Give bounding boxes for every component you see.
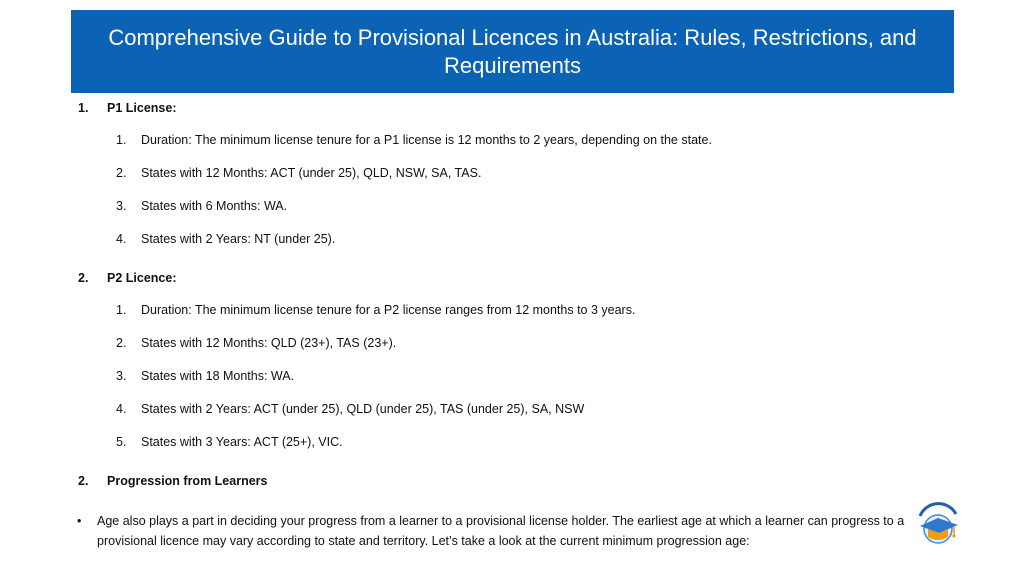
item-number: 3. xyxy=(116,199,127,213)
item-number: 1. xyxy=(116,303,127,317)
item-text: States with 12 Months: ACT (under 25), QLD, NSW, SA, TAS. xyxy=(141,166,482,180)
item-number: 4. xyxy=(116,402,127,416)
item-number: 2. xyxy=(116,336,127,350)
bullet-mark: • xyxy=(77,514,82,528)
item-text: States with 2 Years: ACT (under 25), QLD (under 25), TAS (under 25), SA, NSW xyxy=(141,402,585,416)
item-number: 4. xyxy=(116,232,127,246)
item-number: 1. xyxy=(116,133,127,147)
section-title: Progression from Learners xyxy=(107,474,268,488)
section-title: P2 Licence: xyxy=(107,271,177,285)
item-text: States with 3 Years: ACT (25+), VIC. xyxy=(141,435,343,449)
section-number: 1. xyxy=(78,101,89,115)
item-text: Duration: The minimum license tenure for a P2 license ranges from 12 months to 3 years. xyxy=(141,303,636,317)
bullet-paragraph: Age also plays a part in deciding your progress from a learner to a provisional license holder. The earliest age at which a learner can progress to a provisional licence may vary according to state and territory. Let’s take a look at the current minimum progression age: xyxy=(97,514,905,548)
item-text: States with 12 Months: QLD (23+), TAS (23+). xyxy=(141,336,397,350)
section-number: 2. xyxy=(78,474,89,488)
item-number: 5. xyxy=(116,435,127,449)
item-number: 3. xyxy=(116,369,127,383)
item-number: 2. xyxy=(116,166,127,180)
section-title: P1 License: xyxy=(107,101,177,115)
graduation-cap-logo-icon xyxy=(914,496,962,548)
section-number: 2. xyxy=(78,271,89,285)
item-text: States with 2 Years: NT (under 25). xyxy=(141,232,336,246)
item-text: States with 18 Months: WA. xyxy=(141,369,295,383)
item-text: States with 6 Months: WA. xyxy=(141,199,288,213)
title-banner xyxy=(71,10,954,93)
item-text: Duration: The minimum license tenure for a P1 license is 12 months to 2 years, depending on the state. xyxy=(141,133,712,147)
page-title: Comprehensive Guide to Provisional Licences in Australia: Rules, Restrictions, and Requirements xyxy=(108,24,917,78)
